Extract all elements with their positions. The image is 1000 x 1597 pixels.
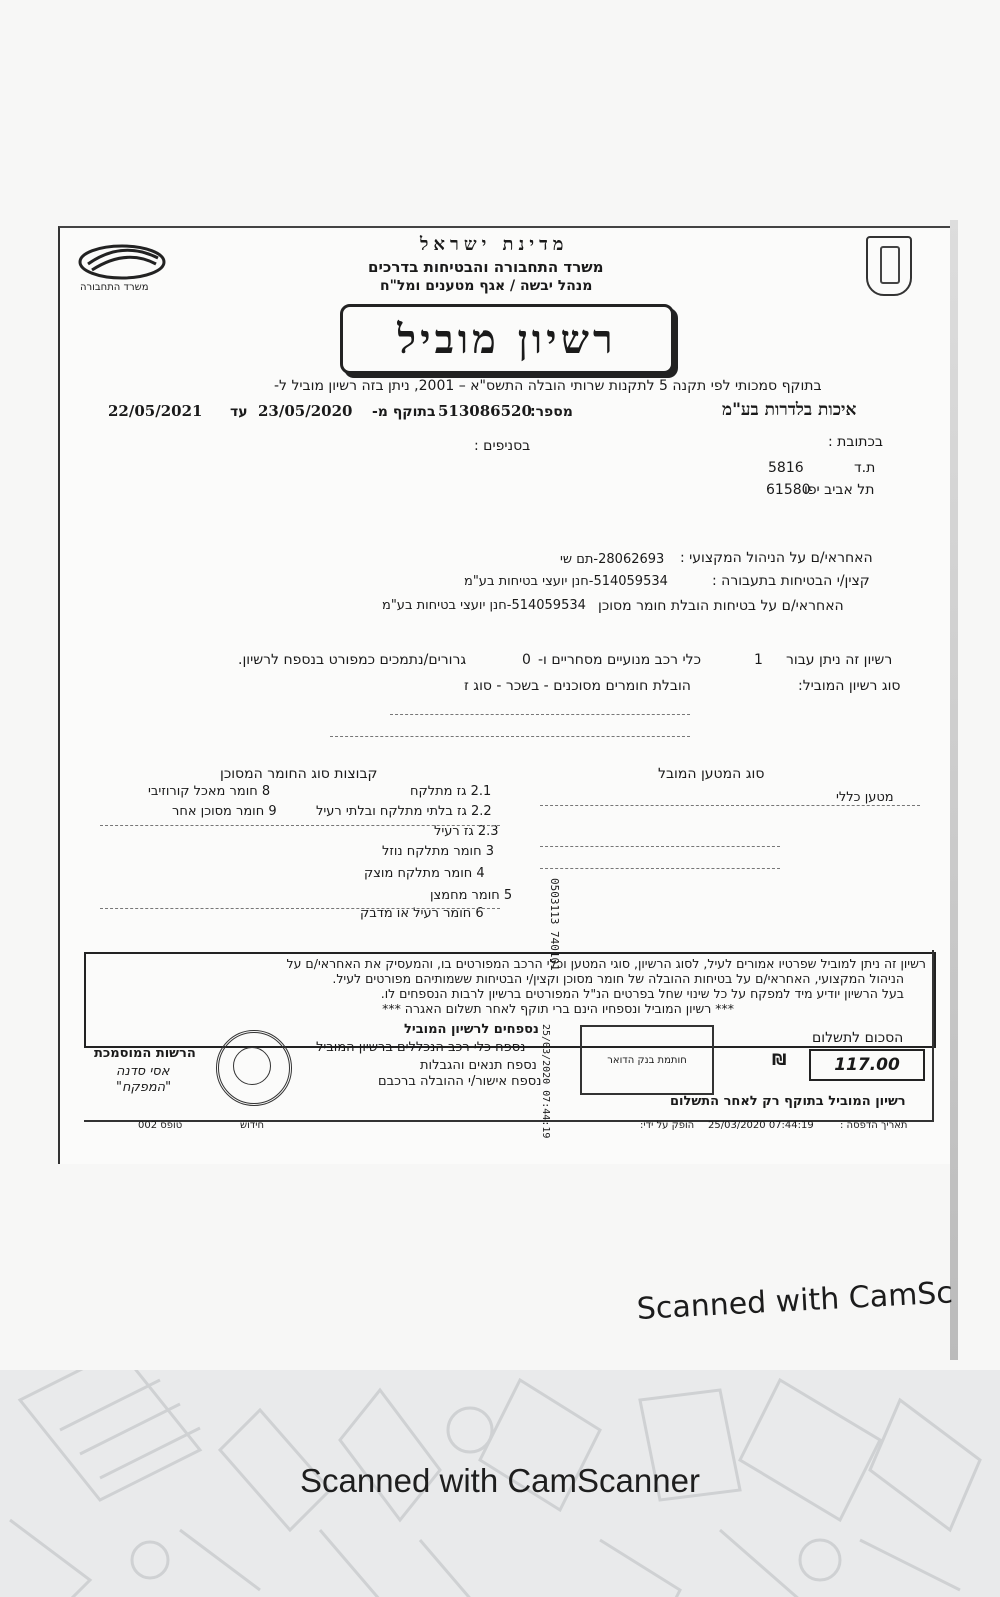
stamp-text: 25/03/2020 07:44:19 [540,1024,551,1139]
dotted-line [330,736,690,737]
hazmat-groups-header: קבוצות סוג החומר המסוכן [220,766,378,782]
until-label: עד [230,404,248,420]
dotted-line [100,908,500,909]
hazmat-group-item: 2.2 גז בלתי מתלקח ובלתי רעיל [316,804,492,819]
authority-text: בתוקף סמכותי לפי תקנה 5 לתקנות שרותי הובלה התשס"א – 2001, ניתן בזה רשיון מוביל ל- [274,378,822,394]
bank-stamp-label: חותמת בנק הדואר [607,1054,687,1066]
po-number: 5816 [768,460,804,476]
form-label: טופס 002 [138,1120,183,1131]
trailers-count: 0 [522,652,531,668]
license-type-value: הובלת חומרים מסוכנים - בשכר - סוג ז [464,678,691,694]
print-date: 25/03/2020 07:44:19 [708,1120,814,1131]
ministry-name: משרד התחבורה והבטיחות בדרכים [368,258,604,276]
state-name: מדינת ישראל [420,234,569,255]
hazmat-group-item: 4 חומר מתלקח מוצק [364,866,485,881]
ministry-logo-icon [76,242,168,284]
payment-note: רשיון המוביל בתוקף רק לאחר התשלום [670,1094,906,1109]
bank-stamp-box [580,1025,714,1095]
hazmat-group-item: 2.1 גז מתלקח [410,784,492,799]
license-number: 513086520 [438,402,532,420]
vehicles-text: כלי רכב מנועיים מסחריים ו- [538,652,701,668]
valid-from-label: בתוקף מ- [372,404,436,420]
issued-by-label: הופק על ידי: [640,1120,695,1131]
valid-until: 22/05/2021 [108,402,203,420]
zip-code: 61580 [766,482,811,498]
hazmat-group-item: 2.3 גז רעיל [434,824,499,839]
safety-officer-label: קצין/י הבטיחות בתעבורה : [712,573,870,589]
hazmat-group-item: 5 חומר מחמצן [430,888,513,903]
dotted-line [540,868,780,869]
given-for-prefix: רשיון זה ניתן עבור [786,652,893,668]
payment-label: הסכום לתשלום [812,1030,904,1046]
authority-signer: אסי סדנה [116,1064,170,1079]
barcode-text: 0503113 740101 [548,878,561,971]
appendix-item: נספח תנאים והגבלות [420,1058,537,1073]
appendix-item: נספח אישור/י ההובלה ברכבם [378,1074,542,1089]
state-emblem-icon [866,236,912,296]
appendix-item: נספח כלי רכב הנכללים ברשיון המוביל [316,1040,526,1055]
professional-value: 28062693-תם שי [560,552,665,567]
dotted-line [540,846,780,847]
notice-line: הניהול המקצועי, האחראי/ם על בטיחות ההובלה של חומר מסוכן וקצין/י הבטיחות ששמותיהם מפורטים לעיל. [332,971,904,986]
professional-label: האחראי/ם על הניהול המקצועי : [680,550,873,566]
renewal-label: חידוש [240,1120,265,1131]
authority-line: הרשות המוסמכת [94,1046,196,1061]
dotted-line [540,805,920,806]
currency-icon: ₪ [772,1050,787,1069]
company-name: איכות בלדרות בע"מ [722,400,857,420]
banner-caption: Scanned with CamScanner [300,1462,700,1499]
safety-officer-value: 514059534-חנן יועצי בטיחות בע"מ [464,574,668,589]
official-seal-icon [216,1030,292,1106]
notice-line: *** רשיון המוביל ונספחיו הינם ברי תוקף לאחר תשלום האגרה *** [382,1001,734,1016]
valid-from: 23/05/2020 [258,402,353,420]
license-number-label: מספר: [530,404,573,420]
division-name: מנהל יבשה / אגף מטענים ומל"ח [380,278,593,294]
authority-role: "המפקח" [116,1080,172,1095]
hazmat-group-item: 6 חומר רעיל או מדבק [360,906,484,921]
hazmat-group-item: 8 חומר מאכל קורוזיבי [148,784,271,799]
hazmat-officer-label: האחראי/ם על בטיחות הובלת חומר מסוכן [598,598,844,614]
city-name: תל אביב יפו [804,482,875,498]
cargo-type-header: סוג המטען המובל [658,766,765,782]
license-type-label: סוג רשיון המוביל: [798,678,901,694]
dotted-line [100,825,500,826]
hazmat-officer-value: 514059534-חנן יועצי בטיחות בע"מ [382,598,586,613]
page-edge-shadow [950,220,958,1360]
scan-watermark: Scanned with CamSc [636,1275,954,1327]
hazmat-group-item: 3 חומר מתלקח נוזל [382,844,494,859]
vehicles-count: 1 [754,652,763,668]
notice-line: בעל הרשיון יודיע מיד למפקח על כל שינוי שחל בפרטים הנ"ל המפורטים ברשיון לרבות הנספחים לו. [380,986,904,1001]
trailers-text: גרורים/נתמכים כמפורט בנספח לרשיון. [238,652,467,668]
notice-line: רשיון זה ניתן למוביל שפרטיו אמורים לעיל, לסוג הרשיון, סוגי המטען וכלי הרכב המפורטים בו, והמעסיק את האחראי/ם על [286,956,926,971]
license-title-box [340,304,674,374]
address-label: בכתובת : [828,434,883,450]
license-document [58,226,950,1164]
license-title: רשיון מוביל [397,315,617,363]
hazmat-group-item: 9 חומר מסוכן אחר [172,804,277,819]
print-date-label: תאריך הדפסה : [840,1120,908,1131]
branches-label: בסניפים : [474,438,531,454]
dotted-line [390,714,690,715]
appendices-header: נספחים לרשיון המוביל [404,1022,539,1037]
po-label: ת.ד [854,460,876,476]
logo-caption: משרד התחבורה [80,282,149,293]
cargo-type-value: מטען כללי [836,790,894,805]
payment-amount: 117.00 [809,1049,925,1081]
